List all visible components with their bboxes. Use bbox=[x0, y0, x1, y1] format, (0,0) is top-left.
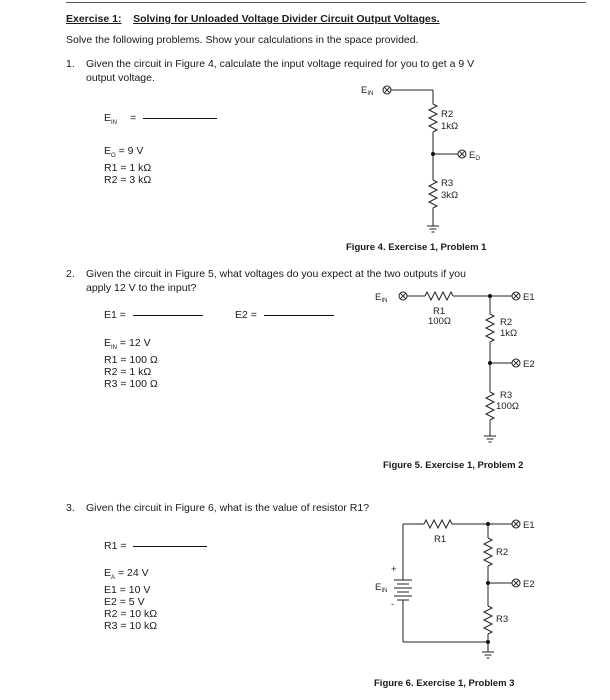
given-item: R3 = 10 kΩ bbox=[104, 620, 158, 633]
given-item: R1 = 100 Ω bbox=[104, 354, 158, 367]
junction-dot bbox=[486, 522, 490, 526]
resistor-r2-icon bbox=[484, 538, 492, 566]
fig4-r3-label: R3 bbox=[441, 178, 454, 189]
junction-dot bbox=[488, 294, 492, 298]
fig5-r2-value: 1kΩ bbox=[500, 328, 518, 339]
fig6-minus-label: - bbox=[391, 599, 395, 610]
problem1-answer-eq: = bbox=[129, 112, 137, 124]
given-item: $E_{IN} = 12$ V bbox=[104, 337, 151, 352]
resistor-r2-icon bbox=[486, 314, 494, 342]
fig6-r1-label: R1 bbox=[434, 534, 447, 545]
instructions: Solve the following problems. Show your calculations in the space provided. bbox=[66, 34, 419, 46]
figure6-circuit bbox=[394, 520, 520, 658]
resistor-r3-icon bbox=[486, 392, 494, 420]
given-item: R3 = 100 Ω bbox=[104, 378, 158, 391]
resistor-r3-icon bbox=[484, 606, 492, 634]
figure4-caption: Figure 4. Exercise 1, Problem 1 bbox=[346, 242, 487, 253]
resistor-r1-icon bbox=[425, 292, 453, 300]
exercise-label: Exercise 1: bbox=[66, 13, 122, 25]
fig6-e2-label: E2 bbox=[523, 579, 535, 590]
fig5-e1-label: E1 bbox=[523, 292, 535, 303]
problem1-text-line1: Given the circuit in Figure 4, calculate the input voltage required for you to get a 9 V bbox=[86, 58, 475, 70]
problem3-text-line1: Given the circuit in Figure 6, what is the value of resistor R1? bbox=[86, 502, 370, 514]
fig4-r2-value: 1kΩ bbox=[441, 121, 459, 132]
junction-dot bbox=[486, 640, 490, 644]
ground-icon bbox=[484, 436, 496, 442]
fig4-r2-label: R2 bbox=[441, 109, 454, 120]
exercise-title: Solving for Unloaded Voltage Divider Circuit Output Voltages. bbox=[133, 13, 440, 25]
problem1-answer-label: E bbox=[104, 112, 112, 124]
given-item: R1 = 1 kΩ bbox=[104, 162, 152, 175]
figure4-circuit bbox=[383, 86, 466, 232]
fig4-r3-value: 3kΩ bbox=[441, 190, 459, 201]
junction-dot bbox=[488, 361, 492, 365]
fig6-r2-label: R2 bbox=[496, 547, 509, 558]
fig6-ein-label: $E_{IN}$ bbox=[375, 582, 388, 594]
given-item: $E_A = 24$ V bbox=[104, 567, 149, 582]
fig5-r3-value: 100Ω bbox=[496, 401, 519, 412]
ground-icon bbox=[482, 652, 494, 658]
junction-dot bbox=[431, 152, 435, 156]
given-item: R2 = 3 kΩ bbox=[104, 174, 152, 187]
figure5-circuit bbox=[399, 292, 520, 442]
fig6-plus-label: + bbox=[391, 564, 397, 575]
ground-icon bbox=[427, 226, 439, 232]
problem2-text-line1: Given the circuit in Figure 5, what voltages do you expect at the two outputs if you bbox=[86, 268, 466, 280]
figure6-caption: Figure 6. Exercise 1, Problem 3 bbox=[374, 678, 515, 689]
fig6-r3-label: R3 bbox=[496, 614, 509, 625]
figure5-caption: Figure 5. Exercise 1, Problem 2 bbox=[383, 460, 524, 471]
problem1-text-line2: output voltage. bbox=[86, 72, 155, 84]
problem2-answer1-label: E1 = bbox=[104, 309, 126, 321]
fig5-ein-label: $E_{IN}$ bbox=[375, 292, 388, 304]
given-item: R2 = 10 kΩ bbox=[104, 608, 158, 621]
fig5-r1-value: 100Ω bbox=[428, 316, 451, 327]
fig4-eo-label: $E_O$ bbox=[469, 150, 481, 162]
given-item: R2 = 1 kΩ bbox=[104, 366, 152, 379]
battery-icon bbox=[394, 580, 412, 600]
fig5-r1-label: R1 bbox=[433, 306, 446, 317]
problem3-number: 3. bbox=[66, 502, 75, 514]
problem2-answer2-label: E2 = bbox=[235, 309, 257, 321]
given-item: $E_O = 9$ V bbox=[104, 145, 144, 160]
problem2-text-line2: apply 12 V to the input? bbox=[86, 282, 197, 294]
fig5-r3-label: R3 bbox=[500, 390, 513, 401]
problem3-answer1-label: R1 = bbox=[104, 540, 127, 552]
junction-dot bbox=[486, 581, 490, 585]
given-item: E1 = 10 V bbox=[104, 584, 151, 597]
resistor-r3-icon bbox=[429, 180, 437, 208]
fig5-r2-label: R2 bbox=[500, 317, 513, 328]
problem1-answer-sub: IN bbox=[111, 120, 118, 127]
fig5-e2-label: E2 bbox=[523, 359, 535, 370]
fig4-ein-label: $E_{IN}$ bbox=[361, 85, 374, 97]
problem2-number: 2. bbox=[66, 268, 75, 280]
resistor-r2-icon bbox=[429, 104, 437, 132]
fig6-e1-label: E1 bbox=[523, 520, 535, 531]
resistor-r1-icon bbox=[424, 520, 452, 528]
given-item: E2 = 5 V bbox=[104, 596, 145, 609]
problem1-number: 1. bbox=[66, 58, 75, 70]
